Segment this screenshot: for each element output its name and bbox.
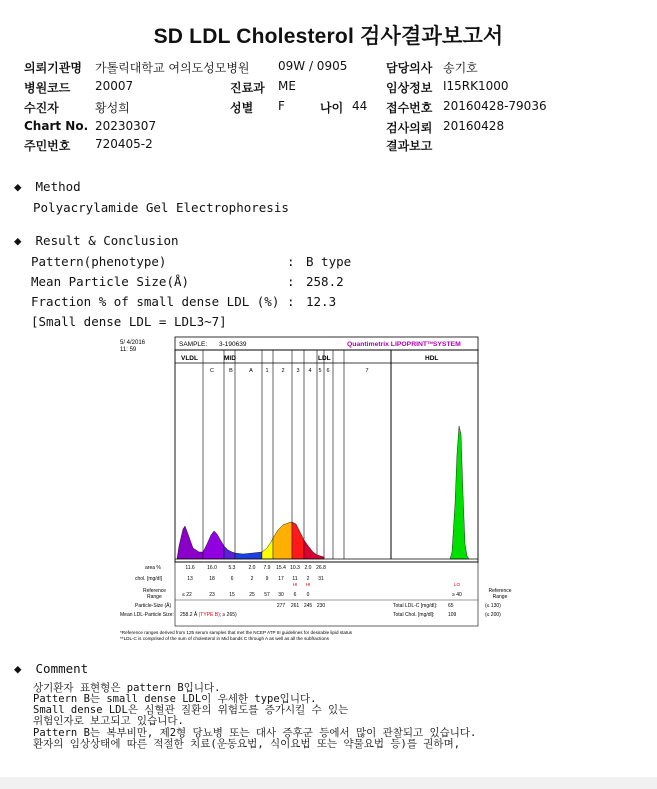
range-value: 30 [278,592,284,598]
reference-label: Reference [488,588,512,594]
row-label: area % [145,565,161,571]
hospital-code-label: 병원코드 [24,81,71,95]
area-value: 2.0 [304,565,312,571]
age-value: 44 [352,99,368,113]
particle-size-value: 261 [290,603,300,609]
row-label: Reference [143,588,167,594]
range-value: 57 [264,592,270,598]
particle-size-value: 230 [316,603,326,609]
sd-ldl-note: [Small dense LDL = LDL3~7] [31,314,227,329]
band-label: 2 [281,368,285,374]
reference-label: Range [492,594,508,600]
footnote-2: **LDL-C is comprised of the sum of cholesterol in Mid bands C through A as well as all the subfractions [120,636,329,641]
chol-value: 2 [306,576,310,582]
report-label: 결과보고 [386,139,433,153]
comment-line: Pattern B는 복부비만, 제2형 당뇨병 또는 대사 증후군 등에서 많이 관찰되고 있습니다. [33,727,477,739]
comment-heading-text: Comment [35,661,89,676]
fraction-colon: : [287,294,295,309]
band-label: B [229,368,233,374]
lipoprint-chart [115,334,521,648]
row-label: Mean LDL-Particle Size: [120,612,174,618]
area-value: 15.4 [276,565,286,571]
sample-value: 3-190639 [219,341,247,348]
area-value: 11.6 [185,565,195,571]
method-heading [14,179,81,194]
band-label: 6 [326,368,330,374]
pattern-label: Pattern(phenotype) [31,254,167,269]
fraction-label: Fraction % of small dense LDL (%) [31,294,280,309]
band-label: C [210,368,214,374]
group-label: VLDL [181,355,198,362]
sample-label: SAMPLE: [179,341,208,348]
diamond-bullet-icon: ◆ [14,233,22,248]
chol-value: 11 [292,576,298,582]
total-chol-label: Total Chol. [mg/dl]: [393,612,435,618]
row-label: Particle-Size (Å) [135,603,172,609]
group-label: HDL [425,355,439,362]
patient-label: 수진자 [24,101,59,115]
size-colon: : [287,274,295,289]
rrn-label: 주민번호 [24,139,71,153]
comment-line: 위험인자로 보고되고 있습니다. [33,715,184,727]
flag-value: HI [292,582,298,587]
age-label: 나이 [320,101,344,115]
flag-value: HI [305,582,311,587]
patient-value: 황성희 [95,101,130,115]
total-ldl-label: Total LDL-C [mg/dl]: [393,603,438,609]
receipt-value: 20160428-79036 [443,99,547,113]
result-heading [14,233,179,248]
fraction-value: 12.3 [306,294,337,309]
area-value: 26.8 [316,565,326,571]
method-heading-text: Method [35,179,81,194]
comment-line: 상기환자 표현형은 pattern B입니다. [33,682,221,694]
row-label: Range [147,594,162,600]
pattern-value: B type [306,254,352,269]
flag-value: LO [453,582,461,587]
size-value: 258.2 [306,274,344,289]
diamond-bullet-icon: ◆ [14,661,22,676]
chol-value: 9 [265,576,269,582]
comment-heading [14,661,88,676]
chol-value: 13 [187,576,193,582]
range-value: 23 [209,592,215,598]
request-label: 검사의뢰 [386,121,433,135]
doctor-label: 담당의사 [386,61,433,75]
band-label: A [249,368,253,374]
range-value: 6 [293,592,297,598]
range-value: 0 [306,592,310,598]
range-value: 15 [229,592,235,598]
band-label: 4 [308,368,312,374]
ward-value: 09W / 0905 [278,59,348,73]
row-label: chol. [mg/dl] [135,576,162,582]
chart-time: 11: 59 [120,347,137,353]
diamond-bullet-icon: ◆ [14,179,22,194]
comment-line: Small dense LDL은 심혈관 질환의 위험도를 증가시킬 수 있는 [33,704,349,716]
chart-no-label: Chart No. [24,119,89,133]
report-title: SD LDL Cholesterol 검사결과보고서 [153,25,504,48]
footnote-1: *Reference ranges derived from 125 serum samples that met the NCEP ATP III guidelines for desirable lipid status [120,630,353,635]
chart-no-value: 20230307 [95,119,157,133]
group-label: MID [224,355,236,362]
total-chol-ref: (≤ 200) [485,612,501,618]
receipt-label: 접수번호 [386,101,433,115]
chol-value: 17 [278,576,284,582]
chart-date: 5/ 4/2016 [120,340,146,346]
institution-value: 가톨릭대학교 여의도성모병원 [95,61,250,75]
band-label: 1 [265,368,269,374]
request-value: 20160428 [443,119,505,133]
range-value: 25 [249,592,255,598]
comment-line: 환자의 임상상태에 따른 적절한 치료(운동요법, 식이요법 또는 약물요법 등)를 권하며, [33,738,461,750]
pattern-colon: : [287,254,295,269]
chol-value: 6 [230,576,234,582]
sex-value: F [278,99,285,113]
comment-line: Pattern B는 small dense LDL이 우세한 type입니다. [33,693,317,705]
size-label: Mean Particle Size(Å) [31,274,190,289]
range-value: ≤ 22 [182,592,192,598]
doctor-value: 송기호 [443,61,478,75]
total-chol-value: 109 [448,612,457,618]
dept-value: ME [278,79,296,93]
sex-label: 성별 [230,101,254,115]
area-value: 7.9 [263,565,271,571]
band-label: 7 [365,368,369,374]
particle-size-value: 277 [276,603,286,609]
method-text: Polyacrylamide Gel Electrophoresis [33,200,289,215]
chol-value: 18 [209,576,215,582]
mean-size-text: 258.2 Å (TYPE B); ≥ 265) [180,612,237,618]
rrn-value: 720405-2 [95,137,153,151]
total-ldl-value: 65 [448,603,454,609]
total-ldl-ref: (≤ 130) [485,603,501,609]
range-value: ≥ 40 [452,592,462,598]
chol-value: 31 [318,576,324,582]
area-value: 5.3 [228,565,236,571]
institution-label: 의뢰기관명 [24,61,82,75]
area-value: 10.3 [290,565,300,571]
clinical-value: I15RK1000 [443,79,509,93]
page-footer-band [0,777,657,789]
result-heading-text: Result & Conclusion [35,233,179,248]
brand-name: Quantimetrix LIPOPRINT™SYSTEM [347,340,461,348]
hospital-code-value: 20007 [95,79,134,93]
area-value: 2.0 [248,565,256,571]
dept-label: 진료과 [230,81,265,95]
group-label: LDL [318,355,331,362]
band-label: 3 [296,368,300,374]
particle-size-value: 245 [303,603,313,609]
chol-value: 2 [250,576,254,582]
clinical-label: 임상정보 [386,81,433,95]
area-value: 16.0 [207,565,217,571]
band-label: 5 [318,368,322,374]
